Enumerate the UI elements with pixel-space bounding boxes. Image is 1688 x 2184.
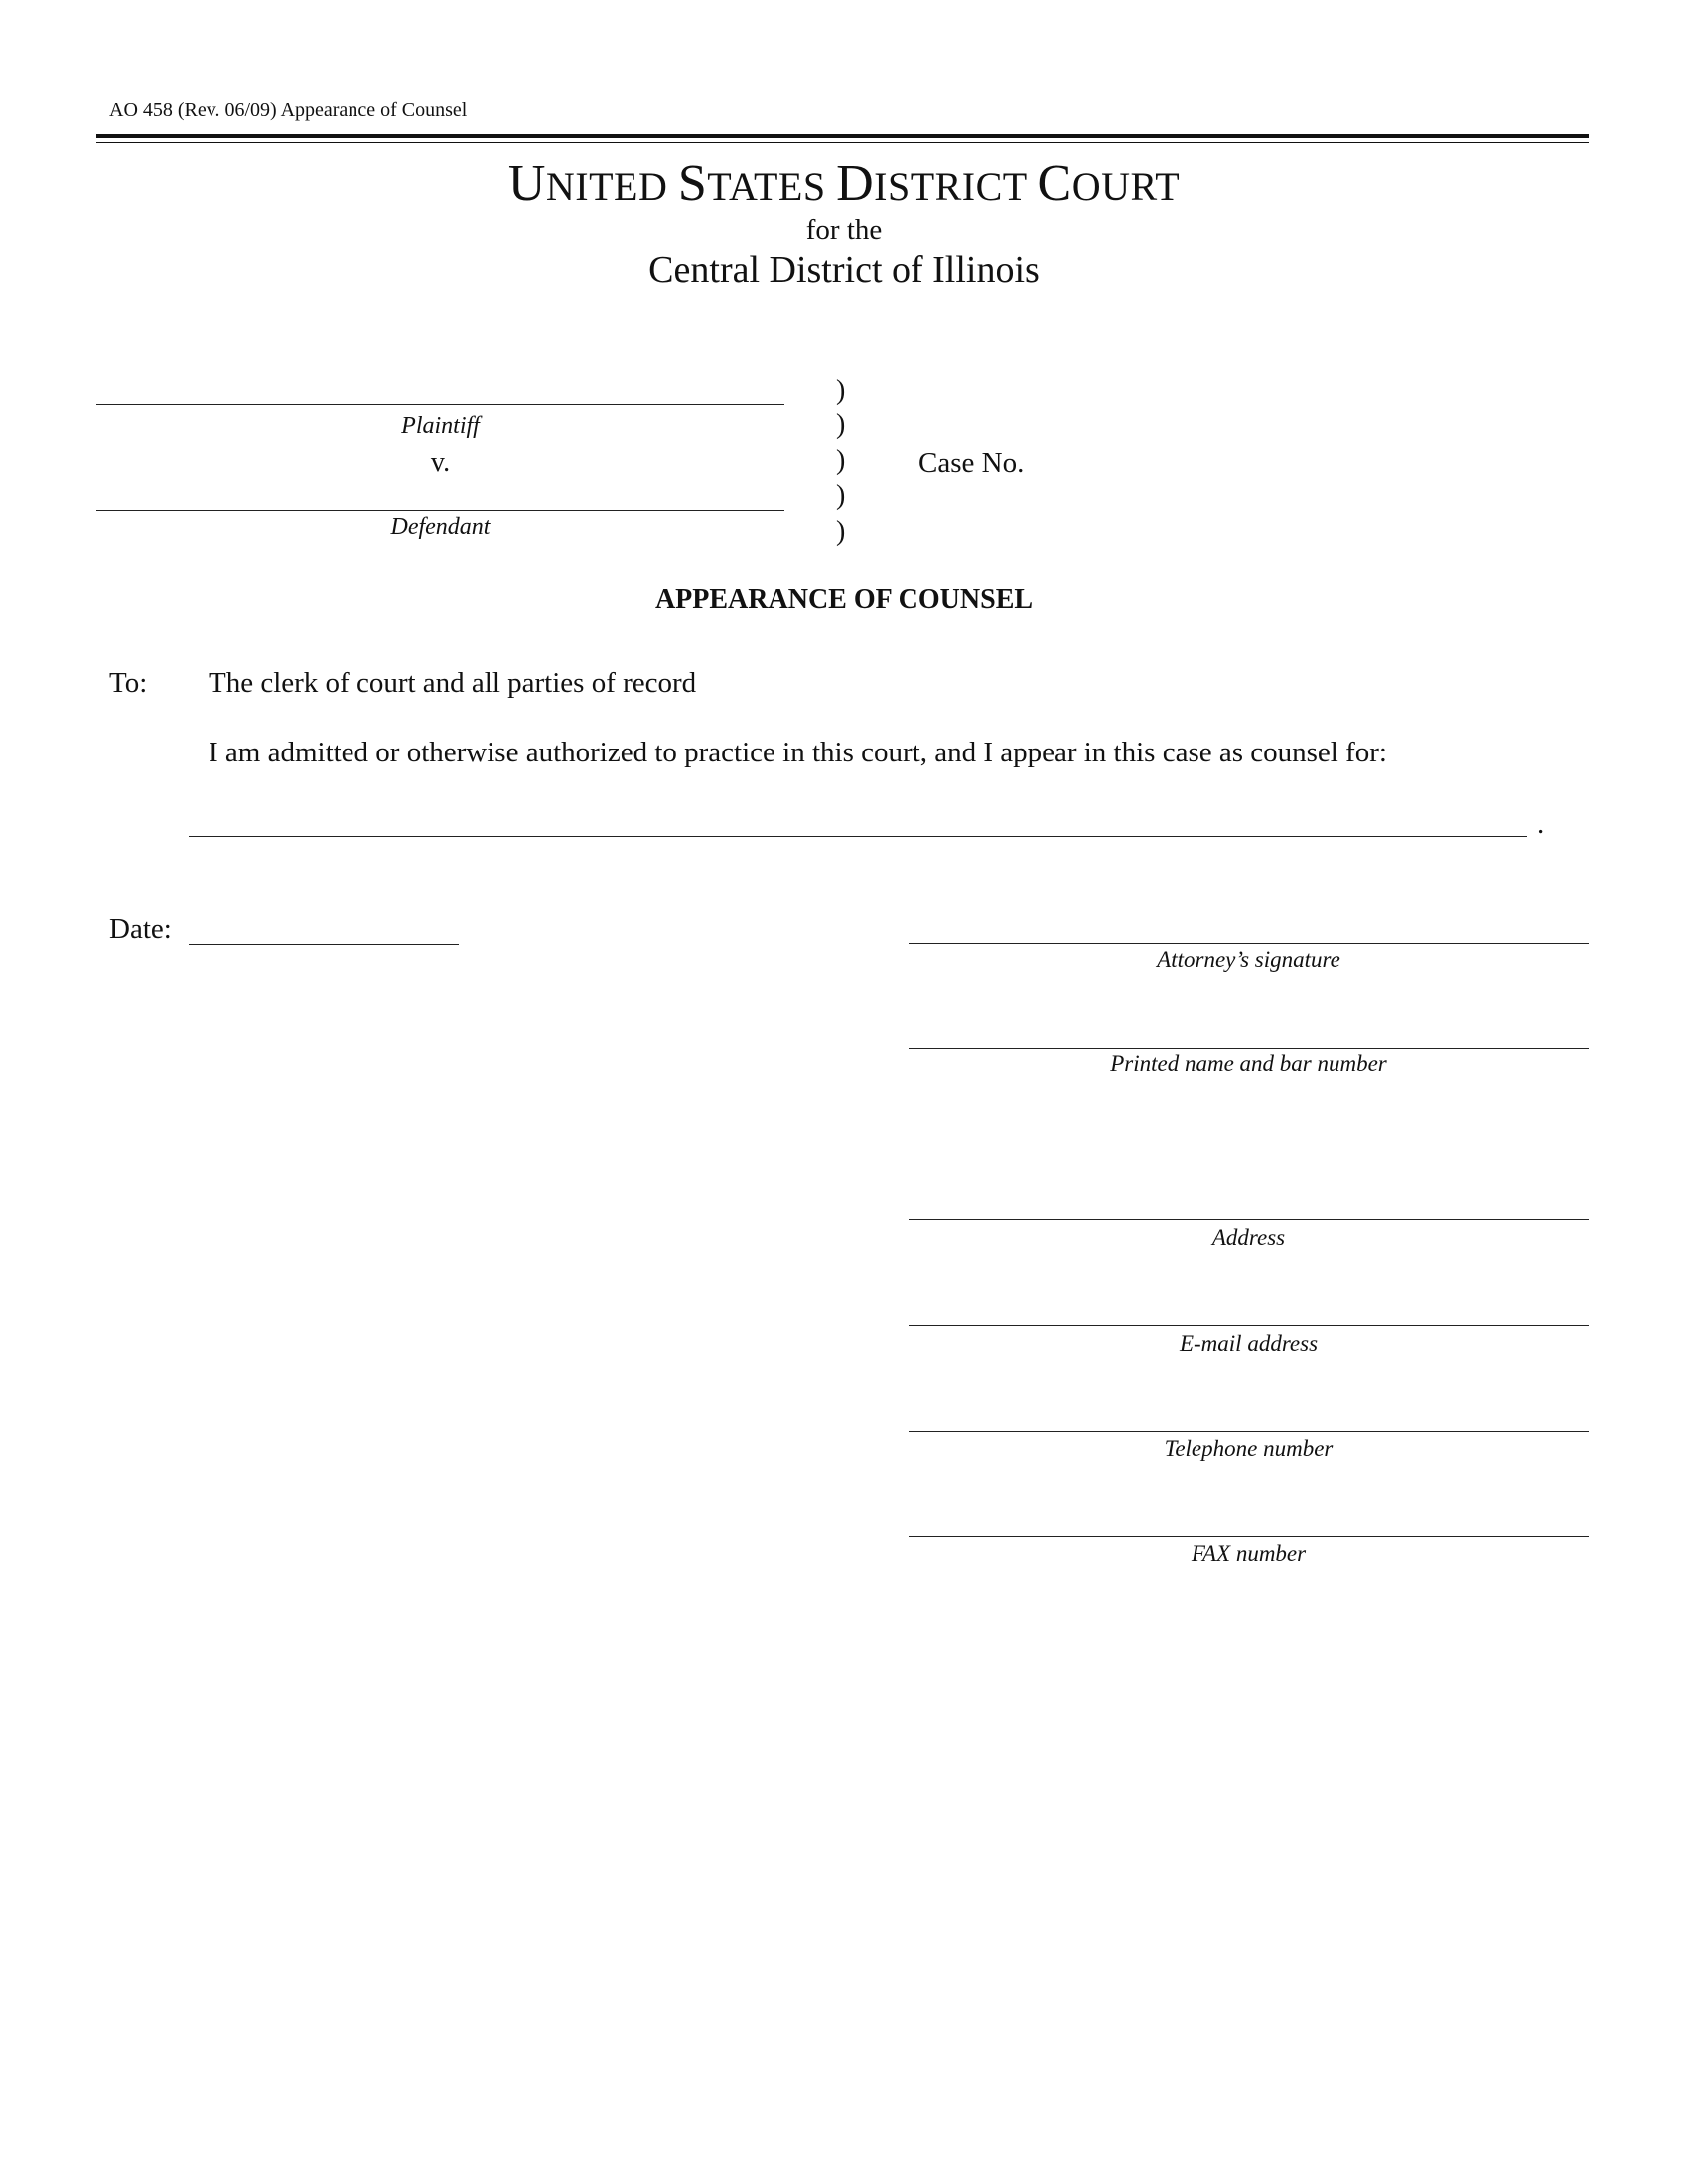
court-title: UNITED STATES DISTRICT COURT xyxy=(507,155,1181,211)
caption-paren: ) xyxy=(836,516,846,547)
header-rule-thin xyxy=(96,142,1589,143)
defendant-field[interactable] xyxy=(96,510,784,511)
fax-label: FAX number xyxy=(1191,1541,1307,1566)
fax-field[interactable] xyxy=(909,1536,1589,1537)
date-field[interactable] xyxy=(189,944,459,945)
case-number-label: Case No. xyxy=(918,447,1025,478)
client-name-field[interactable] xyxy=(189,836,1527,837)
printed-name-field[interactable] xyxy=(909,1048,1589,1049)
district-name: Central District of Illinois xyxy=(648,249,1040,291)
address-field[interactable] xyxy=(909,1219,1589,1220)
caption-paren: ) xyxy=(836,409,846,440)
defendant-label: Defendant xyxy=(390,514,491,540)
email-field[interactable] xyxy=(909,1325,1589,1326)
document-heading: APPEARANCE OF COUNSEL xyxy=(654,584,1034,614)
header-rule-thick xyxy=(96,134,1589,138)
attorney-signature-label: Attorney’s signature xyxy=(1157,947,1340,972)
to-recipients: The clerk of court and all parties of record xyxy=(209,667,697,699)
plaintiff-field[interactable] xyxy=(96,404,784,405)
statement-period: . xyxy=(1537,808,1545,840)
caption-paren: ) xyxy=(836,480,846,511)
caption-paren: ) xyxy=(836,445,846,476)
appearance-statement: I am admitted or otherwise authorized to practice in this court, and I appear in this case as counsel for: xyxy=(209,737,1387,768)
date-label: Date: xyxy=(109,913,172,945)
versus-text: v. xyxy=(430,447,451,478)
for-the-text: for the xyxy=(805,214,883,246)
attorney-signature-field[interactable] xyxy=(909,943,1589,944)
plaintiff-label: Plaintiff xyxy=(401,413,480,439)
caption-paren: ) xyxy=(836,375,846,406)
email-label: E-mail address xyxy=(1179,1331,1319,1356)
telephone-label: Telephone number xyxy=(1164,1436,1334,1461)
to-label: To: xyxy=(109,667,148,699)
form-id: AO 458 (Rev. 06/09) Appearance of Counsel xyxy=(109,99,468,121)
address-label: Address xyxy=(1211,1225,1286,1250)
printed-name-label: Printed name and bar number xyxy=(1110,1051,1387,1076)
telephone-field[interactable] xyxy=(909,1431,1589,1432)
